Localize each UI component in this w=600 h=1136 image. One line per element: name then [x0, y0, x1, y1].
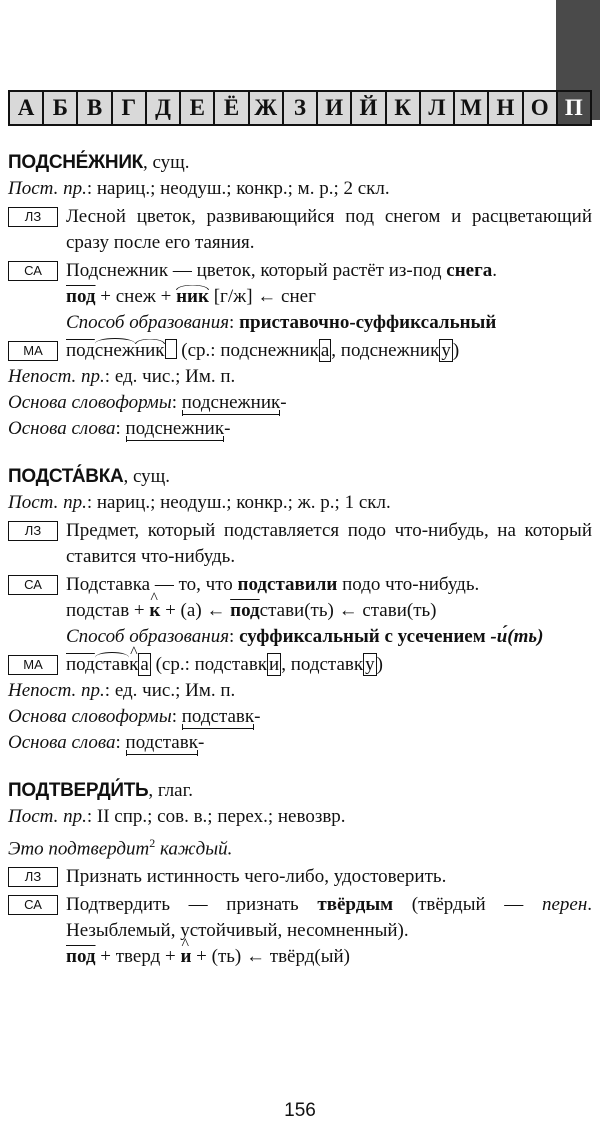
alphabet-letter: Д [147, 92, 181, 124]
sa-text: Подтвердить — признать твёрдым (твёрдый — перен. Незыблемый, устойчивый, несомненный). под + тверд + ^ и + (ть) ← твёрд(ый) [66, 892, 592, 970]
lz-text: Предмет, который подставляется подо что-нибудь, на который ставится что-нибудь. [66, 520, 592, 567]
headword: ПОДСНЕ́ЖНИК [8, 152, 143, 173]
ma-tag: МА [8, 341, 58, 361]
dictionary-content [8, 150, 592, 992]
post-label: Пост. пр. [8, 178, 87, 199]
ma-tag: МА [8, 655, 58, 675]
sa-text: Подставка — то, что подставили подо что-нибудь. подстав + ^ к + (а) ← подстави(ть) ← стави(ть) Способ образования: суффиксальный с усечением -и́(ть) [66, 572, 592, 650]
alphabet-letter: Н [489, 92, 523, 124]
page-number: 156 [284, 1100, 316, 1121]
example: Это подтвердит$^2$ каждый. [8, 836, 233, 860]
alphabet-letter: М [455, 92, 489, 124]
entry-podstavka: ПОДСТА́ВКА, сущ. Пост. пр.: нариц.; неодуш.; конкр.; ж. р.; 1 скл. ЛЗ Предмет, который подставляется подо что-нибудь, на который ставится что-нибудь. СА Подставка — то, что подставили подо что-нибудь. подстав + ^ к + (а) ← подстави(ть) ← стави(ть) Способ образования: суффиксальный с усечением -и́(ть) МА подстав^ к а (ср.: подставк и , подставк у ) Непост. пр.: ед. чис.; Им. п. Основа словоформы: подставк- Основа слова: подставк- [8, 464, 592, 756]
alphabet-letter: П [558, 92, 590, 124]
sa-tag: СА [8, 261, 58, 281]
alphabet-letter: К [387, 92, 421, 124]
alphabet-letter: Ж [250, 92, 284, 124]
sa-tag: СА [8, 575, 58, 595]
lz-tag: ЛЗ [8, 521, 58, 541]
alphabet-letter: О [524, 92, 558, 124]
entry-podsnezhnik: ПОДСНЕ́ЖНИК, сущ. Пост. пр.: нариц.; неодуш.; конкр.; м. р.; 2 скл. ЛЗ Лесной цветок, развивающийся под снегом и расцветающий сразу после его таяния. СА Подснежник — цветок, который растёт из-под снега. под + снеж + ник [г/ж] ← снег Способ образования: приставочно-суффиксальный МА подснежник (ср.: подснежник а , подснежник у ) Непост. пр.: ед. чис.; Им. п. Основа словоформы: подснежник- Основа слова: подснежник- [8, 152, 592, 439]
sa-text: Подснежник — цветок, который растёт из-под снега. под + снеж + ник [г/ж] ← снег Способ образования: приставочно-суффиксальный [66, 260, 497, 333]
alphabet-letter: Л [421, 92, 455, 124]
alphabet-letter: Б [44, 92, 78, 124]
sa-tag: СА [8, 895, 58, 915]
alphabet-index [8, 90, 592, 126]
ma-text: подснежник (ср.: подснежник а , подснежник у ) [66, 340, 460, 361]
alphabet-letter: З [284, 92, 318, 124]
alphabet-letter: Е [181, 92, 215, 124]
headword: ПОДСТА́ВКА [8, 466, 124, 487]
alphabet-letter: А [10, 92, 44, 124]
lz-text: Признать истинность чего-либо, удостоверить. [66, 866, 447, 888]
alphabet-letter: Й [352, 92, 386, 124]
lz-text: Лесной цветок, развивающийся под снегом и расцветающий сразу после его таяния. [66, 206, 592, 253]
alphabet-letter: Г [113, 92, 147, 124]
alphabet-letter: В [78, 92, 112, 124]
alphabet-letter: Ё [215, 92, 249, 124]
lz-tag: ЛЗ [8, 867, 58, 887]
ma-text: подстав^ к а (ср.: подставк и , подставк у ) [66, 652, 592, 678]
alphabet-letter: И [318, 92, 352, 124]
headword: ПОДТВЕРДИ́ТЬ [8, 780, 149, 801]
lz-tag: ЛЗ [8, 207, 58, 227]
entry-podtverdit: ПОДТВЕРДИ́ТЬ, глаг. Пост. пр.: II спр.; сов. в.; перех.; невозвр. Это подтвердит$^2$ каждый. ЛЗ Признать истинность чего-либо, удостоверить. СА Подтвердить — признать твёрдым (твёрдый — перен. Незыблемый, устойчивый, несомненный). под + тверд + ^ и + (ть) ← твёрд(ый) [8, 778, 592, 970]
